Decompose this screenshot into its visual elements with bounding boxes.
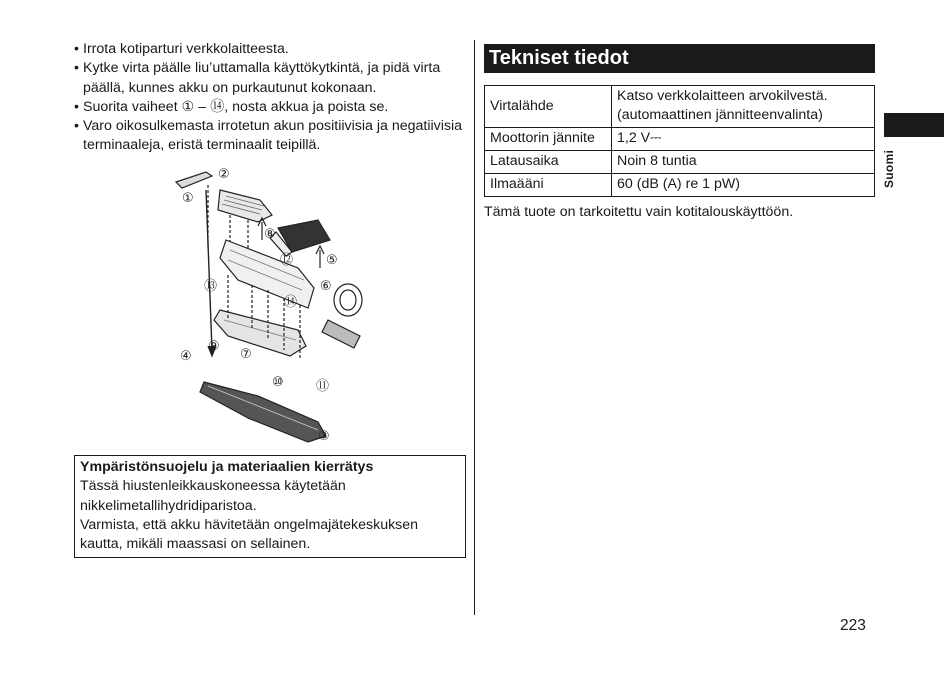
exploded-view-illustration [168, 160, 368, 450]
spec-value: 1,2 V⎓ [612, 128, 875, 151]
specifications-table [484, 85, 875, 197]
battery-removal-diagram [168, 160, 368, 450]
instruction-list [74, 40, 466, 156]
instruction-item: • Suorita vaiheet ① – ⑭, nosta akkua ja poista se. [74, 98, 466, 117]
callout-3: ③ [318, 429, 330, 444]
environment-text: Varmista, että akku hävitetään ongelmajätekeskuksen kautta, mikäli maassasi on sellainen. [80, 516, 419, 553]
page-number: 223 [840, 617, 866, 634]
language-label: Suomi [882, 149, 896, 188]
callout-11: ⑪ [316, 379, 330, 394]
callout-2: ② [218, 167, 230, 182]
table-row [485, 151, 875, 174]
spec-label: Virtalähde [485, 86, 612, 128]
column-divider [474, 40, 475, 615]
language-tab [884, 113, 944, 137]
callout-4: ④ [180, 349, 192, 364]
table-row [485, 86, 875, 128]
instruction-item: • Irrota kotiparturi verkkolaitteesta. [74, 40, 466, 59]
callout-14: ⑭ [284, 295, 298, 310]
table-row [485, 128, 875, 151]
spec-value: 60 (dB (A) re 1 pW) [612, 174, 875, 197]
section-heading: Tekniset tiedot [484, 44, 875, 73]
spec-label: Ilmaääni [485, 174, 612, 197]
callout-10: ⑩ [272, 375, 284, 390]
instructions-column [74, 40, 466, 156]
spec-value: Katso verkkolaitteen arvokilvestä. (automaattinen jännitteenvalinta) [612, 86, 875, 128]
callout-8: ⑧ [264, 227, 276, 242]
environment-title: Ympäristönsuojelu ja materiaalien kierrätys [80, 459, 374, 475]
table-row [485, 174, 875, 197]
instruction-item: • Kytke virta päälle liu’uttamalla käyttökytkintä, ja pidä virta päällä, kunnes akku on purkautunut kokonaan. [74, 59, 466, 98]
spec-value: Noin 8 tuntia [612, 151, 875, 174]
callout-5: ⑤ [326, 253, 338, 268]
callout-1: ① [182, 191, 194, 206]
callout-12: ⑫ [280, 253, 294, 268]
callout-9: ⑨ [208, 339, 220, 354]
usage-note: Tämä tuote on tarkoitettu vain kotitalouskäyttöön. [484, 204, 794, 220]
spec-label: Latausaika [485, 151, 612, 174]
spec-label: Moottorin jännite [485, 128, 612, 151]
callout-6: ⑥ [320, 279, 332, 294]
callout-7: ⑦ [240, 347, 252, 362]
callout-13: ⑬ [204, 279, 218, 294]
environment-text: Tässä hiustenleikkauskoneessa käytetään nikkelimetallihydridiparistoa. [80, 478, 346, 514]
environment-notice [74, 455, 466, 558]
instruction-item: • Varo oikosulkemasta irrotetun akun positiivisia ja negatiivisia terminaaleja, eristä terminaalit teipillä. [74, 117, 466, 156]
